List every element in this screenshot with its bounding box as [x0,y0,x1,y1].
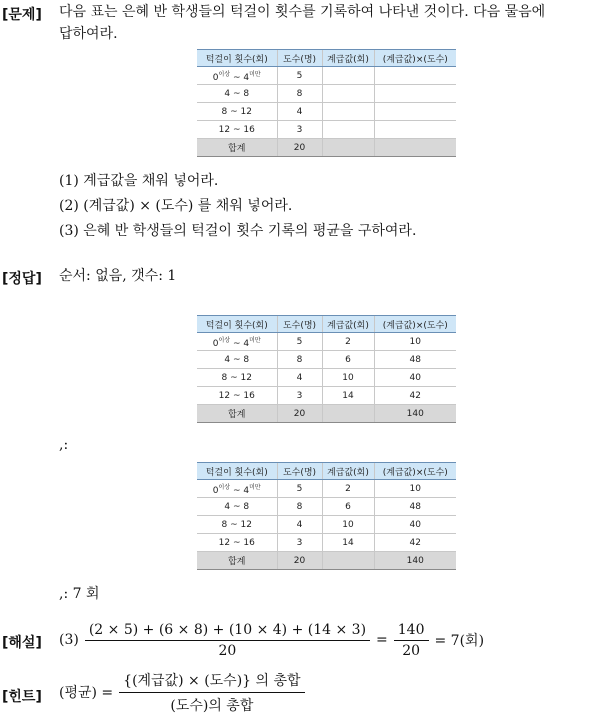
table-header-cell: (계급값)×(도수) [374,50,456,67]
class-to: 16 [243,537,255,548]
frequency-cell: 4 [277,516,322,534]
class-tilde: ~ [232,537,241,548]
table-header-cell: 턱걸이 횟수(회) [197,316,277,333]
class-tilde: ~ [232,338,241,349]
class-interval-cell [197,369,277,387]
class-to: 4 [243,72,250,83]
frequency-cell: 5 [277,333,322,351]
class-tilde: ~ [232,485,241,496]
product-cell: 10 [374,480,456,498]
class-to: 16 [243,390,255,401]
product-cell: 10 [374,333,456,351]
table-header-cell: (계급값)×(도수) [374,463,456,480]
frequency-cell: 8 [277,498,322,516]
total-slash-cell [322,139,374,157]
table-row [197,351,456,369]
class-interval-cell [197,67,277,85]
class-from: 12 [218,124,231,135]
class-mark-cell: 6 [322,498,374,516]
question-2: (2) (계급값) × (도수) 를 채워 넣어라. [59,198,293,214]
class-mark-cell [322,121,374,139]
frequency-cell: 5 [277,480,322,498]
equals-sign: = [376,632,388,648]
total-product-cell: 140 [374,552,456,570]
table-row [197,480,456,498]
class-to: 4 [243,338,250,349]
class-interval-cell [197,333,277,351]
class-from: 4 [224,88,231,99]
hint-formula [59,672,305,712]
class-from: 8 [221,519,228,530]
class-mark-cell: 6 [322,351,374,369]
table-header-cell: (계급값)×(도수) [374,316,456,333]
frequency-cell: 3 [277,387,322,405]
class-mark-cell [322,85,374,103]
table-row [197,534,456,552]
class-to-qualifier: 미만 [249,70,261,78]
explanation-tag: [해설] [2,635,42,651]
total-slash-cell [322,405,374,423]
class-from: 0 [212,72,219,83]
class-mark-cell: 14 [322,387,374,405]
total-product-cell: 140 [374,405,456,423]
class-mark-cell: 2 [322,480,374,498]
answer-tag: [정답] [2,271,42,287]
class-to: 8 [243,501,250,512]
class-interval-cell [197,85,277,103]
table-row [197,121,456,139]
class-interval-cell [197,498,277,516]
hint-lhs: (평균) = [59,685,114,701]
frequency-cell: 4 [277,103,322,121]
class-mark-cell [322,103,374,121]
problem-table-wrap [197,49,456,157]
class-tilde: ~ [232,501,241,512]
total-frequency-cell: 20 [277,552,322,570]
sum-fraction [394,622,429,659]
frequency-cell: 5 [277,67,322,85]
class-from: 4 [224,354,231,365]
class-from: 0 [212,485,219,496]
product-cell: 42 [374,387,456,405]
hint-tag: [힌트] [2,689,42,705]
total-label-cell: 합계 [197,405,277,423]
result-value: = 7(회) [434,633,485,649]
class-interval-cell [197,516,277,534]
class-interval-cell [197,387,277,405]
class-interval-cell [197,121,277,139]
sum-denominator: 20 [402,642,421,659]
table-row [197,498,456,516]
problem-frequency-table [197,49,456,157]
class-to: 12 [240,372,252,383]
class-to: 16 [243,124,255,135]
total-row [197,139,456,157]
product-cell [374,85,456,103]
product-cell [374,103,456,121]
product-cell: 40 [374,516,456,534]
class-to: 8 [243,88,250,99]
class-to-qualifier: 미만 [249,483,261,491]
class-tilde: ~ [232,88,241,99]
class-to: 8 [243,354,250,365]
class-mark-cell: 2 [322,333,374,351]
class-interval-cell [197,103,277,121]
frequency-cell: 4 [277,369,322,387]
total-frequency-cell: 20 [277,139,322,157]
answer-table-wrap [197,315,456,423]
total-row [197,552,456,570]
mean-numerator: (2 × 5) + (6 × 8) + (10 × 4) + (14 × 3) [85,622,370,641]
class-from: 8 [221,372,228,383]
product-cell: 48 [374,498,456,516]
table-row [197,103,456,121]
frequency-cell: 3 [277,534,322,552]
total-frequency-cell: 20 [277,405,322,423]
product-cell: 40 [374,369,456,387]
hint-numerator: {(계급값) × (도수)} 의 총합 [119,670,304,693]
product-cell [374,121,456,139]
class-mark-cell: 14 [322,534,374,552]
class-tilde: ~ [232,124,241,135]
question-3: (3) 은혜 반 학생들의 턱걸이 횟수 기록의 평균을 구하여라. [59,223,417,239]
class-interval-cell [197,480,277,498]
class-from: 12 [218,390,231,401]
table-header-cell: 도수(명) [277,463,322,480]
answer-frequency-table-2 [197,462,456,570]
frequency-cell: 8 [277,85,322,103]
total-slash-cell [322,552,374,570]
class-tilde: ~ [230,519,238,530]
product-cell [374,67,456,85]
answer-frequency-table [197,315,456,423]
total-row [197,405,456,423]
sum-numerator: 140 [394,622,429,641]
table-row [197,85,456,103]
class-from-qualifier: 이상 [218,336,231,344]
table-row [197,516,456,534]
class-from-qualifier: 이상 [218,70,231,78]
class-mark-cell: 10 [322,516,374,534]
question-1: (1) 계급값을 채워 넣어라. [59,173,219,189]
class-to: 12 [240,106,252,117]
class-from: 8 [221,106,228,117]
table-header-cell: 턱걸이 횟수(회) [197,50,277,67]
explanation-formula [59,620,484,660]
class-to: 4 [243,485,250,496]
frequency-cell: 3 [277,121,322,139]
table-header-cell: 턱걸이 횟수(회) [197,463,277,480]
product-cell: 42 [374,534,456,552]
class-from: 0 [212,338,219,349]
total-product-cell [374,139,456,157]
mean-fraction [85,622,370,659]
table-header-cell: 계급값(회) [322,316,374,333]
table-row [197,333,456,351]
table-header-cell: 계급값(회) [322,463,374,480]
hint-denominator: (도수)의 총합 [170,697,254,714]
total-label-cell: 합계 [197,139,277,157]
class-tilde: ~ [232,390,241,401]
class-from: 4 [224,501,231,512]
problem-tag: [문제] [2,7,42,23]
class-mark-cell: 10 [322,369,374,387]
class-tilde: ~ [230,372,238,383]
table-row [197,369,456,387]
problem-text-line2: 답하여라. [59,26,118,42]
hint-fraction [119,670,304,715]
class-tilde: ~ [232,354,241,365]
class-to: 12 [240,519,252,530]
class-from-qualifier: 이상 [218,483,231,491]
problem-text-line1: 다음 표는 은혜 반 학생들의 턱걸이 횟수를 기록하여 나타낸 것이다. 다음 물음에 [59,4,546,20]
frequency-cell: 8 [277,351,322,369]
final-answer: ,: 7 회 [59,586,100,602]
class-from: 12 [218,537,231,548]
answer-table2-wrap [197,462,456,570]
table-row [197,67,456,85]
product-cell: 48 [374,351,456,369]
class-to-qualifier: 미만 [249,336,261,344]
table-row [197,387,456,405]
class-tilde: ~ [230,106,238,117]
class-interval-cell [197,351,277,369]
explanation-label: (3) [59,632,79,648]
table-header-cell: 도수(명) [277,316,322,333]
mean-denominator: 20 [218,642,237,659]
total-label-cell: 합계 [197,552,277,570]
answer-separator: ,: [59,437,69,453]
class-mark-cell [322,67,374,85]
class-tilde: ~ [232,72,241,83]
answer-meta: 순서: 없음, 갯수: 1 [59,268,177,284]
table-header-cell: 계급값(회) [322,50,374,67]
class-interval-cell [197,534,277,552]
table-header-cell: 도수(명) [277,50,322,67]
